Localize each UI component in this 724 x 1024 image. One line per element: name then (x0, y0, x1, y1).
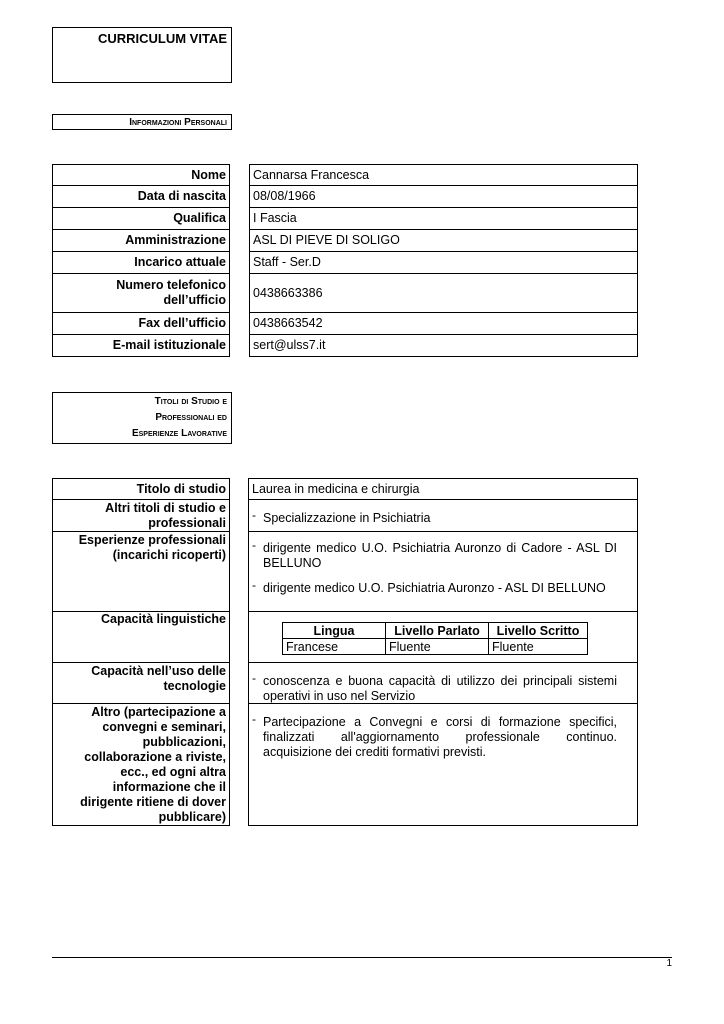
table-row (52, 229, 638, 252)
cv-title-box (52, 27, 232, 83)
section-title-line: Professionali ed (155, 412, 227, 423)
field-value: ASL DI PIEVE DI SOLIGO (249, 229, 638, 252)
field-label-line: ecc., ed ogni altra (120, 765, 226, 779)
field-label (52, 531, 230, 612)
field-label-line: dirigente ritiene di dover (80, 795, 226, 809)
column-header: Livello Parlato (386, 623, 489, 639)
field-value (248, 531, 638, 612)
field-label (52, 273, 230, 313)
field-label: Nome (52, 164, 230, 186)
section-personal-info: Informazioni Personali (52, 114, 232, 130)
page-number: 1 (666, 958, 672, 969)
field-label-line: Altro (partecipazione a (91, 705, 226, 719)
footer-divider (52, 957, 672, 958)
field-label-line: pubblicazioni, (142, 735, 226, 749)
table-row (52, 273, 638, 313)
field-label-line: professionali (148, 516, 226, 530)
table-row (52, 334, 638, 357)
bullet: - (252, 671, 256, 685)
table-cell: Fluente (489, 639, 588, 655)
field-label: Fax dell’ufficio (52, 312, 230, 335)
field-value: I Fascia (249, 207, 638, 230)
field-label-line: informazione che il (112, 780, 226, 794)
bullet: - (252, 508, 256, 522)
field-value: 0438663386 (249, 273, 638, 313)
field-label: E-mail istituzionale (52, 334, 230, 357)
table-row (283, 639, 588, 655)
section-title-line: Titoli di Studio e (154, 396, 227, 407)
list-item: dirigente medico U.O. Psichiatria Auronzo di Cadore - ASL DI BELLUNO (263, 541, 617, 570)
field-label-line: Altri titoli di studio e (105, 501, 226, 515)
column-header: Livello Scritto (489, 623, 588, 639)
field-value (248, 499, 638, 532)
bullet: - (252, 578, 256, 592)
field-label (52, 662, 230, 704)
list-item: dirigente medico U.O. Psichiatria Auronzo - ASL DI BELLUNO (263, 581, 606, 595)
field-value (248, 662, 638, 704)
table-row (52, 185, 638, 208)
column-header: Lingua (283, 623, 386, 639)
table-cell: Francese (283, 639, 386, 655)
table-row (52, 164, 638, 186)
table-header-row (283, 623, 588, 639)
section-title-line: Esperienze Lavorative (131, 428, 227, 439)
field-label: Data di nascita (52, 185, 230, 208)
field-label-line: Numero telefonico (116, 278, 226, 292)
field-label-line: tecnologie (163, 679, 226, 693)
field-value: sert@ulss7.it (249, 334, 638, 357)
field-label: Qualifica (52, 207, 230, 230)
document-title: CURRICULUM VITAE (97, 31, 227, 46)
field-value: 0438663542 (249, 312, 638, 335)
field-label-line: collaborazione a riviste, (84, 750, 226, 764)
field-label-line: convegni e seminari, (102, 720, 226, 734)
list-item: Specializzazione in Psichiatria (263, 511, 431, 525)
field-label: Capacità linguistiche (52, 611, 230, 663)
field-label (52, 499, 230, 532)
field-label-line: Capacità nell’uso delle (91, 664, 226, 678)
table-cell: Fluente (386, 639, 489, 655)
table-row (52, 251, 638, 274)
section-studies-experience (52, 392, 232, 444)
field-label: Titolo di studio (52, 478, 230, 500)
field-value: Staff - Ser.D (249, 251, 638, 274)
list-item: Partecipazione a Convegni e corsi di formazione specifici, finalizzati all'aggiornamento professionale continuo. acquisizione dei crediti formativi previsti. (263, 715, 617, 759)
field-label-line: (incarichi ricoperti) (112, 548, 226, 562)
field-label-line: dell’ufficio (163, 293, 226, 307)
field-label-line: Esperienze professionali (78, 533, 226, 547)
field-label (52, 703, 230, 826)
field-label: Amministrazione (52, 229, 230, 252)
language-table (282, 622, 588, 655)
list-item: conoscenza e buona capacità di utilizzo dei principali sistemi operativi in uso nel Servizio (263, 674, 617, 703)
field-value: Laurea in medicina e chirurgia (248, 478, 638, 500)
bullet: - (252, 538, 256, 552)
bullet: - (252, 712, 256, 726)
field-value (248, 703, 638, 826)
table-row (52, 207, 638, 230)
field-label-line: pubblicare) (158, 810, 226, 824)
field-value: Cannarsa Francesca (249, 164, 638, 186)
table-row (52, 312, 638, 335)
field-value: 08/08/1966 (249, 185, 638, 208)
field-label: Incarico attuale (52, 251, 230, 274)
